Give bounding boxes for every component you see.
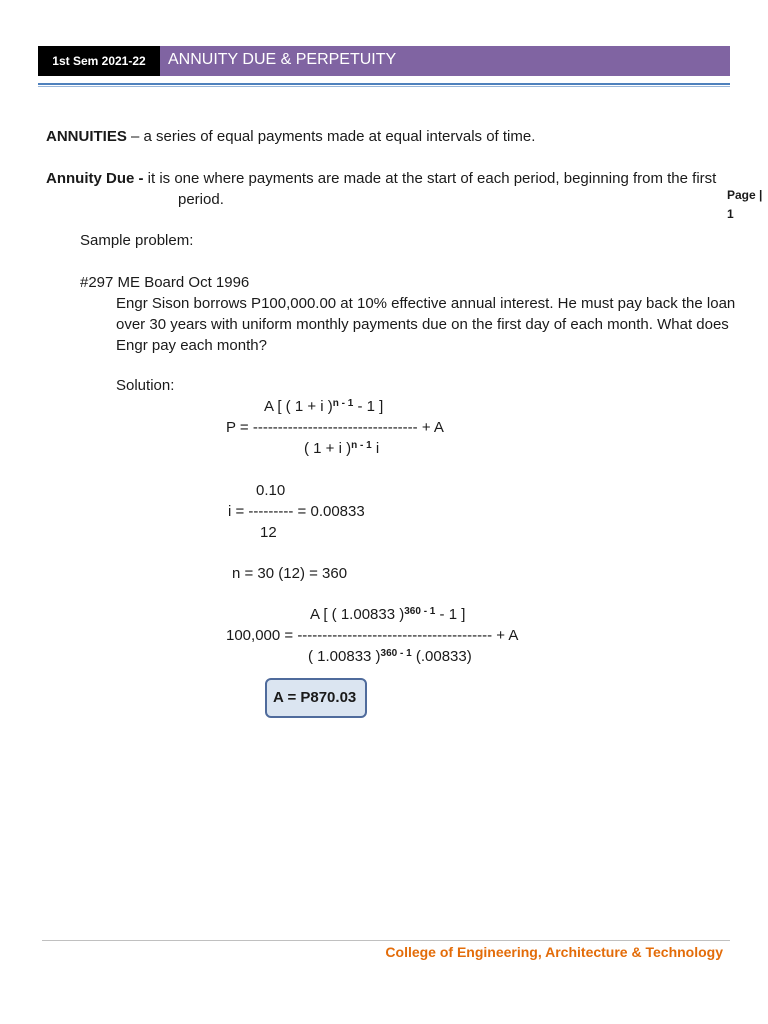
footer-divider [42, 940, 730, 941]
formula-p-line: P = --------------------------------- + A [226, 419, 444, 436]
formula-p-den-b: i [371, 440, 380, 457]
problem-line-2: over 30 years with uniform monthly payments due on the first day of each month. What does [116, 316, 729, 333]
formula-p-den-exponent: n - 1 [351, 440, 372, 451]
formula-sub-num-b: - 1 ] [435, 606, 466, 623]
annuity-due-definition-line2: period. [178, 191, 224, 208]
annuity-due-definition [46, 170, 716, 187]
formula-p-num-b: - 1 ] [353, 398, 384, 415]
formula-sub-numerator [310, 606, 465, 623]
formula-n: n = 30 (12) = 360 [232, 565, 348, 582]
formula-sub-num-a: A [ ( 1.00833 ) [310, 606, 405, 623]
problem-line-1: Engr Sison borrows P100,000.00 at 10% effective annual interest. He must pay back the loan [116, 295, 736, 312]
formula-sub-denominator [308, 648, 472, 665]
footer-college-name: College of Engineering, Architecture & Technology [385, 944, 723, 960]
solution-label: Solution: [116, 377, 175, 394]
sample-problem-label: Sample problem: [80, 232, 194, 249]
annuities-definition [46, 128, 535, 145]
formula-sub-line: 100,000 = --------------------------------------- + A [226, 627, 519, 644]
annuity-due-term: Annuity Due - [46, 170, 148, 187]
formula-p-numerator [264, 398, 383, 415]
formula-sub-den-exponent: 360 - 1 [380, 648, 412, 659]
formula-sub-num-exponent: 360 - 1 [404, 606, 436, 617]
annuities-term: ANNUITIES [46, 128, 127, 145]
header-divider [38, 83, 730, 85]
formula-sub-den-b: (.00833) [411, 648, 472, 665]
formula-i-line: i = --------- = 0.00833 [228, 503, 365, 520]
formula-p-denominator [304, 440, 379, 457]
formula-sub-den-a: ( 1.00833 ) [308, 648, 381, 665]
problem-reference: #297 ME Board Oct 1996 [80, 274, 250, 291]
semester-badge: 1st Sem 2021-22 [38, 46, 160, 76]
answer-box: A = P870.03 [265, 678, 367, 718]
annuity-due-definition-line1: it is one where payments are made at the start of each period, beginning from the first [147, 170, 717, 187]
formula-i-denominator: 12 [260, 524, 277, 541]
formula-p-den-a: ( 1 + i ) [304, 440, 352, 457]
formula-p-num-a: A [ ( 1 + i ) [264, 398, 333, 415]
formula-i-numerator: 0.10 [256, 482, 286, 499]
problem-line-3: Engr pay each month? [116, 337, 267, 354]
page-number: Page | 1 [727, 188, 763, 221]
document-title: ANNUITY DUE & PERPETUITY [160, 46, 730, 76]
header-divider-thin [38, 86, 730, 87]
annuities-definition-text: – a series of equal payments made at equal intervals of time. [126, 128, 536, 145]
formula-p-num-exponent: n - 1 [332, 398, 354, 409]
